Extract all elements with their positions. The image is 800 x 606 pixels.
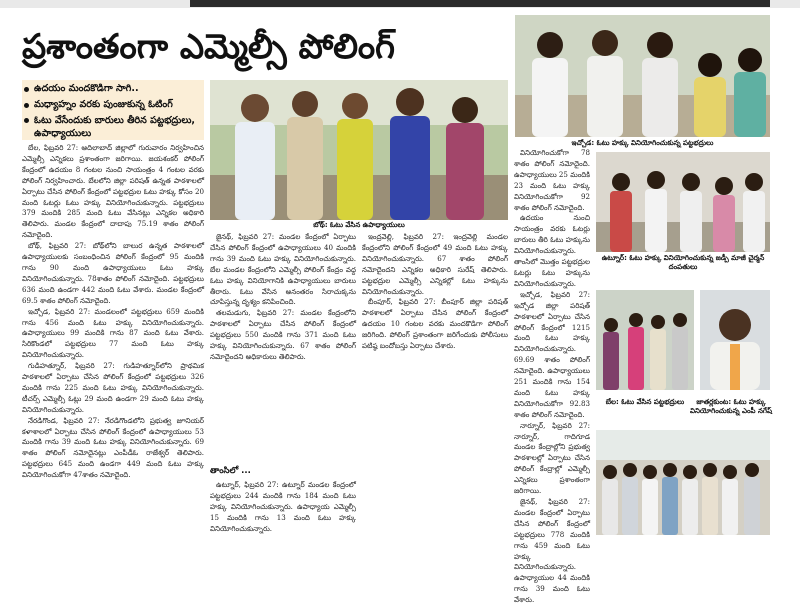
mid-right-photo <box>596 152 770 252</box>
paragraph: వినియోగించుకోగా 78 శాతం పోలింగ్ నమోదైంది. ఉపాధ్యాయులు 25 మందికి 23 మంది ఓటు హక్కు వినియోగించుకోగా 92 శాతం పోలింగ్ నమోదైంది. <box>514 148 591 212</box>
caption-top-right: ఇచ్చోడ: ఓటు హక్కు వినియోగించుకున్న పట్టభద్రులు <box>571 139 714 147</box>
paragraph: ఇచ్చోడ, ఫిబ్రవరి 27: మండలంలో పట్టభద్రులు 659 మందికి గాను 456 మంది ఓటు హక్కు వినియోగించుకున్నారు. ఉపాధ్యాయులు 99 మందికి గాను 87 మంది ఓటు వేశారు. సిరికొండలో పట్టభద్రులు 77 మంది ఓటు హక్కు వినియోగించుకున్నారు. <box>22 306 204 360</box>
paragraph: జైనథ్, ఫిబ్రవరి 27: మండల కేంద్రంలో ఏర్పాటు చేసిన పోలింగ్ కేంద్రంలో పట్టభద్రులు 778 మందికి గాను 459 మంది ఓటు హక్కు వినియోగించుకున్నారు. ఉపాధ్యాయుల 44 మందికి గాను 39 మంది ఓటు వేశారు. <box>514 497 590 605</box>
bottom-left-photo <box>596 290 694 390</box>
caption-main: బోథ్: ఓటు వేసిన ఉపాధ్యాయులు <box>313 221 405 229</box>
article-column-2b <box>210 480 356 535</box>
highlight-text: ఓటు వేసేందుకు బారులు తీరిన పట్టభద్రులు, ఉపాధ్యాయులు <box>34 115 195 139</box>
bullet-icon <box>24 118 29 123</box>
highlight-item <box>24 114 204 140</box>
article-column-2 <box>210 232 356 462</box>
article-column-4 <box>514 148 591 605</box>
paragraph: జైనథ్, ఫిబ్రవరి 27: మండల కేంద్రంలో ఏర్పాటు చేసిన పోలింగ్ కేంద్రంలో ఉపాధ్యాయులు 40 మందికి గాను 39 మంది ఓటు హక్కు వినియోగించుకున్నారు. బేల మండల కేంద్రంలోని ఎమ్మెల్సీ పోలింగ్ కేంద్రం వద్ద ఓటు హక్కు వినియోగానికి ఉపాధ్యాయులు బారులు తీరారు. ఓటు వేసిన అనంతరం సిరాచుక్కను చూపిస్తున్న దృశ్యం కనిపించింది. <box>210 232 356 307</box>
caption-bottom-left: బేల: ఓటు వేసిన పట్టభద్రులు <box>605 398 685 406</box>
main-photo <box>210 80 508 220</box>
paragraph: ఇచ్చోడ, ఫిబ్రవరి 27: ఇచ్చోడ జిల్లా పరిషత్ పాఠశాలలో ఏర్పాటు చేసిన పోలింగ్ కేంద్రంలో 1215 మంది ఓటు హక్కు వినియోగించుకున్నారు. 69.69 శాతం పోలింగ్ నమోదైంది. ఉపాధ్యాయులు 251 మందికి గాను 154 మంది ఓటు హక్కు వినియోగించుకోగా 92.83 శాతం పోలింగ్ నమోదైంది. <box>514 289 590 419</box>
paragraph: గుడిహత్నూర్, ఫిబ్రవరి 27: గుడిహత్నూర్‌లోని ప్రాథమిక పాఠశాలలో ఏర్పాటు చేసిన పోలింగ్ కేంద్రంలో పట్టభద్రులు 326 మందికి గాను 225 మంది ఓటు హక్కు వినియోగించుకున్నారు. టీచర్స్ ఎమ్మెల్సీ ఓట్లు 29 మంది ఉండగా 29 మంది ఓటు హక్కు వినియోగించుకున్నారు. <box>22 361 204 414</box>
paragraph: బేల, ఫిబ్రవరి 27: ఆదిలాబాద్ జిల్లాలో గురువారం నిర్వహించిన ఎమ్మెల్సీ ఎన్నికలు ప్రశాంతంగా జరిగాయి. జయశంకర్ పోలింగ్ కేంద్రంలో ఉదయం 8 గంటల నుంచి సాయంత్రం 4 గంటల వరకు పోలింగ్ నిర్వహించారు. బేలలోని జిల్లా పరిషత్ ఉన్నత పాఠశాలలో ఏర్పాటు చేసిన పోలింగ్ కేంద్రంలో పట్టభద్రుల ఓటు హక్కు కోసం 20 మంది ఓటర్లు ఓటు హక్కు వినియోగించుకున్నారు. పట్టభద్రులు 379 మందికి 285 మంది ఓటు వేసినట్లు ఎన్నికల అధికారి తెలిపారు. మండల కేంద్రంలో దాదాపు 75.19 శాతం పోలింగ్ నమోదైంది. <box>22 143 204 240</box>
top-right-photo <box>515 15 770 137</box>
paragraph: నేరడిగొండ, ఫిబ్రవరి 27: నేరడిగొండలోని ప్రభుత్వ జూనియర్ కళాశాలలో ఏర్పాటు చేసిన పోలింగ్ కేంద్రంలో ఉపాధ్యాయులు 53 మందికి గాను 39 మంది ఓటు హక్కు వినియోగించుకున్నారు. 69 శాతం పోలింగ్ నమోదైనట్లు ఎంపీడీఓ రాజేశ్వర్ తెలిపారు. పట్టభద్రులు 645 మంది ఉండగా 449 మంది ఓటు హక్కు వినియోగించుకోగా 47శాతం నమోదైంది. <box>22 415 204 480</box>
paragraph: బీంపూర్, ఫిబ్రవరి 27: బీంపూర్ జిల్లా పరిషత్ పాఠశాలలో ఏర్పాటు చేసిన పోలింగ్ కేంద్రంలో ఉదయం 10 గంటల వరకు మందకొడిగా పోలింగ్ జరిగింది. పోలింగ్ ప్రశాంతంగా జరిగేందుకు పోలీసులు పటిష్ఠ బందోబస్తు ఏర్పాటు చేశారు. <box>362 297 508 351</box>
headline: ప్రశాంతంగా ఎమ్మెల్సీ పోలింగ్ <box>22 27 395 67</box>
highlight-item <box>24 82 204 96</box>
bullet-icon <box>24 87 29 92</box>
banner-bar <box>190 0 770 7</box>
article-column-1 <box>22 143 204 535</box>
highlight-text: ఉదయం మందకొడిగా సాగి.. <box>34 82 139 94</box>
paragraph: ఉట్నూర్, ఫిబ్రవరి 27: ఉట్నూర్ మండల కేంద్రంలో పట్టభద్రులు 244 మందికి గాను 184 మంది ఓటు హక్కు వినియోగించుకున్నారు. ఉపాధ్యాయ ఎమ్మెల్సీ 15 మందికి గాను 13 మంది ఓటు హక్కు వినియోగించుకున్నారు. <box>210 480 356 533</box>
subheading-tamsi: తాంసిలో ... <box>210 466 251 476</box>
caption-bottom-right: జాతర్లకుంట: ఓటు హక్కు వినియోగించుకున్న ఎంపీ నగేష్ <box>690 398 772 415</box>
paragraph: ఇంద్రవెల్లి, ఫిబ్రవరి 27: ఇంద్రవెల్లి మండల కేంద్రంలోని పోలింగ్ కేంద్రంలో 49 మంది ఓటు హక్కు వినియోగించుకున్నారు. 67 శాతం పోలింగ్ నమోదైందని ఎన్నికల అధికారి సురేష్ తెలిపారు. పట్టభద్రుల ఎమ్మెల్సీ ఎన్నికల్లో ఓటు హక్కును వినియోగించుకున్నారు. <box>362 232 508 296</box>
caption-mid-right: ఉట్నూర్: ఓటు హక్కు వినియోగించుకున్న జడ్పీ మాజీ చైర్మన్ దంపతులు <box>601 254 765 271</box>
top-banner <box>0 0 800 8</box>
highlight-box <box>22 80 204 140</box>
bullet-icon <box>24 103 29 108</box>
portrait-photo <box>700 290 770 390</box>
paragraph: బోథ్, ఫిబ్రవరి 27: బోథ్‌లోని బాలుర ఉన్నత పాఠశాలలో ఉపాధ్యాయులకు సంబంధించిన పోలింగ్ కేంద్రంలో 95 మందికి గాను 90 మంది ఉపాధ్యాయులు ఓటు హక్కు వినియోగించుకున్నారు. 78శాతం పోలింగ్ నమోదైంది. పట్టభద్రులు 636 మంది ఉండగా 442 మంది ఓటు వేశారు. మండల కేంద్రంలో 69.5 శాతం పోలింగ్ నమోదైంది. <box>22 241 204 305</box>
paragraph: నార్నూర్, ఫిబ్రవరి 27: నార్నూర్, గాదిగూడ మండల కేంద్రాల్లోని ప్రభుత్వ పాఠశాలల్లో ఏర్పాటు చేసిన పోలింగ్ కేంద్రాల్లో ఎమ్మెల్సీ ఎన్నికలు ప్రశాంతంగా జరిగాయి. <box>514 420 590 496</box>
paragraph: ఉదయం నుంచి సాయంత్రం వరకు ఓటర్లు బారులు తీరి ఓటు హక్కును వినియోగించుకున్నారు. తాంసిలో మొత్తం పట్టభద్రుల ఓటర్లు ఓటు హక్కును వినియోగించుకున్నారు. <box>514 213 590 288</box>
highlight-text: మధ్యాహ్నం వరకు పుంజుకున్న ఓటింగ్ <box>34 98 173 110</box>
paragraph: తలమడుగు, ఫిబ్రవరి 27: మండల కేంద్రంలోని పాఠశాలలో ఏర్పాటు చేసిన పోలింగ్ కేంద్రంలో పట్టభద్రులు 550 మందికి గాను 371 మంది ఓటు హక్కు వినియోగించుకున్నారు. 67 శాతం పోలింగ్ నమోదైందని అధికారులు తెలిపారు. <box>210 308 356 361</box>
article-column-3 <box>362 232 508 535</box>
highlight-item <box>24 98 204 112</box>
bottom-group-photo <box>596 430 770 535</box>
